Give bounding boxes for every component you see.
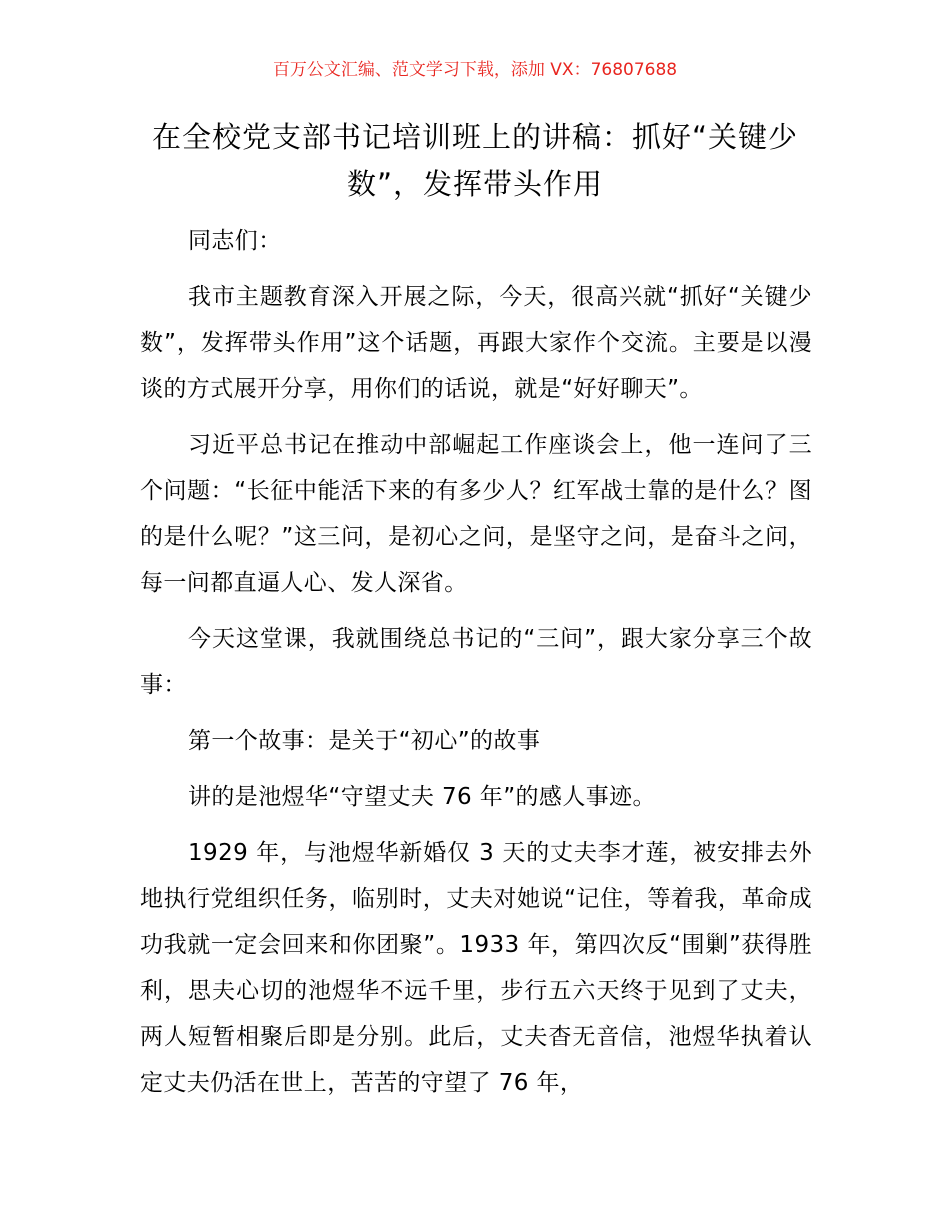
document-title: 在全校党支部书记培训班上的讲稿：抓好“关键少数”，发挥带头作用 <box>151 120 799 201</box>
paragraph-intro: 我市主题教育深入开展之际，今天，很高兴就“抓好“关键少数”，发挥带头作用”这个话题，再跟大家作个交流。主要是以漫谈的方式展开分享，用你们的话说，就是“好好聊天”。 <box>140 284 812 402</box>
paragraph-story-one-body: 1929 年，与池煜华新婚仅 3 天的丈夫李才莲，被安排去外地执行党组织任务，临别时，丈夫对她说“记住，等着我，革命成功我就一定会回来和你团聚”。1933 年，第四次反“围剿”获得胜利，思夫心切的池煜华不远千里，步行五六天终于见到了丈夫，两人短暂相聚后即是分别。此后，丈夫杳无音信，池煜华执着认定丈夫仍活在世上，苦苦的守望了 76 年， <box>140 840 812 1096</box>
paragraph-story-one-heading: 第一个故事：是关于“初心”的故事 <box>188 728 541 754</box>
header-note: 百万公文汇编、范文学习下载，添加 VX：76807688 <box>272 60 678 80</box>
paragraph-salutation: 同志们： <box>188 228 282 254</box>
paragraph-three-questions: 习近平总书记在推动中部崛起工作座谈会上，他一连问了三个问题：“长征中能活下来的有多少人？红军战士靠的是什么？图的是什么呢？”这三问，是初心之问，是坚守之问，是奋斗之问，每一问都直逼人心、发人深省。 <box>140 432 812 596</box>
paragraph-story-one-subject: 讲的是池煜华“守望丈夫 76 年”的感人事迹。 <box>188 784 656 810</box>
paragraph-three-stories: 今天这堂课，我就围绕总书记的“三问”，跟大家分享三个故事： <box>140 626 812 698</box>
document-body <box>140 218 812 1116</box>
